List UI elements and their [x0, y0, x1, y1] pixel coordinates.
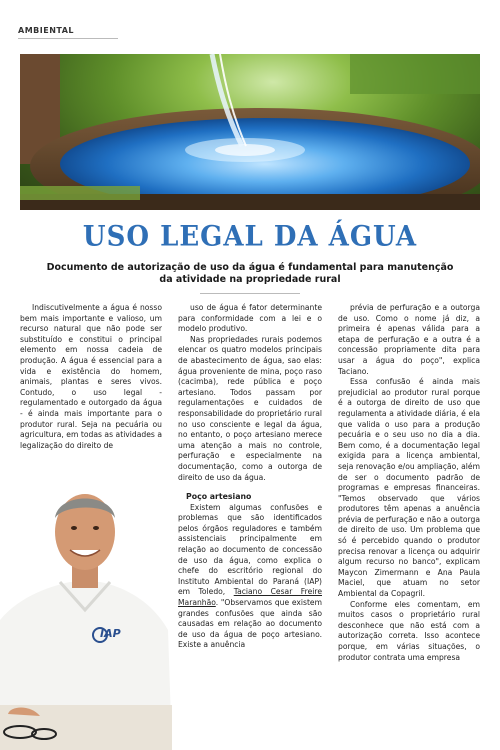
- paragraph: Conforme eles comentam, em muitos casos o proprietário rural desconhece que não está com a autorização correta. Isso acontece porque, em várias situações, o produtor contrata uma empresa: [338, 599, 480, 662]
- text-column-1: [20, 303, 162, 451]
- paragraph: Nas propriedades rurais podemos elencar os quatro modelos principais de abastecimento de água, sao elas: água proveniente de mina, poço raso (cacimba), rede pública e poço artesiano. Todos passam por regulamentações e cuidados de responsabilidade do proprietário rural no uso consciente e legal da água, no entanto, o poço artesiano merece uma atenção a mais no controle, perfuração e especialmente na documentação, como a outorga de direito de uso da água.: [178, 334, 322, 482]
- man-portrait-icon: [0, 470, 172, 750]
- water-fountain-icon: [20, 54, 480, 210]
- paragraph: Essa confusão é ainda mais prejudicial ao produtor rural porque é a outorga de direito de uso que regulamenta a atividade diária, é ela que valida o uso para a produção pecuária e o seu uso no dia a dia. Bem como, é a documentação legal exigida para a licença ambiental, seja renovação e/ou ampliação, além de ser o documento padrão de programas e empresas financeiras. "Temos observado que vários produtores têm apenas a anuência prévia de perfuração e não a outorga de direito de uso. Um problema que só é percebido quando o produtor precisa renovar a licença ou adquirir algum recurso no banco", explicam Maycon Zimermann e Ana Paula Maciel, que atuam no setor Ambiental da Copagril.: [338, 377, 481, 599]
- article-subtitle: Documento de autorização de uso da água é fundamental para manutenção da atividade na propriedade rural: [46, 262, 454, 285]
- paragraph: prévia de perfuração e a outorga de uso. Como o nome já diz, a primeira é apenas válida para a etapa de perfuração e a outra é a concessão propriamente dita para usar a água do poço", explica Taciano.: [338, 303, 480, 376]
- section-heading: Poço artesiano: [186, 492, 252, 502]
- paragraph-text: . "Observamos que existem grandes confusões que ainda são causadas em relação ao documento de uso da água de poço artesiano. Existe a anuência: [178, 598, 322, 650]
- section-divider: [18, 38, 118, 39]
- paragraph: [178, 503, 322, 651]
- water-fountain-image: [20, 54, 480, 210]
- paragraph: Indiscutivelmente a água é nosso bem mais importante e valioso, um recurso natural que não pode ser substituído e constitui o principal elemento em nossa cadeia de produção. A água é essencial para a vida e existência do homem, animais, plantas e seres vivos. Contudo, o uso legal - regulamentado e outorgado da água - é ainda mais importante para o produtor rural. Seja na pecuária ou agricultura, em todas as atividades a legalização do direito de: [20, 303, 162, 450]
- text-column-2: [178, 303, 322, 651]
- section-label: AMBIENTAL: [18, 26, 75, 35]
- article-title: USO LEGAL DA ÁGUA: [82, 220, 418, 254]
- man-portrait-image: [0, 470, 172, 750]
- person-name: Taciano Cesar Freire Maranhão: [178, 587, 322, 608]
- text-column-3: [338, 303, 480, 663]
- paragraph-text: Existem algumas confusões e problemas que são identificados pelos órgãos reguladores e também assistenciais principalmente em relação ao documento de concessão de uso da água, como explica o chefe do escritório regional do Instituto Ambiental do Paraná (IAP) em Toledo,: [178, 502, 322, 597]
- subtitle-divider: [200, 293, 300, 294]
- paragraph: uso de água é fator determinante para conformidade com a lei e o modelo produtivo.: [178, 303, 322, 334]
- shirt-logo: IAP: [100, 627, 121, 640]
